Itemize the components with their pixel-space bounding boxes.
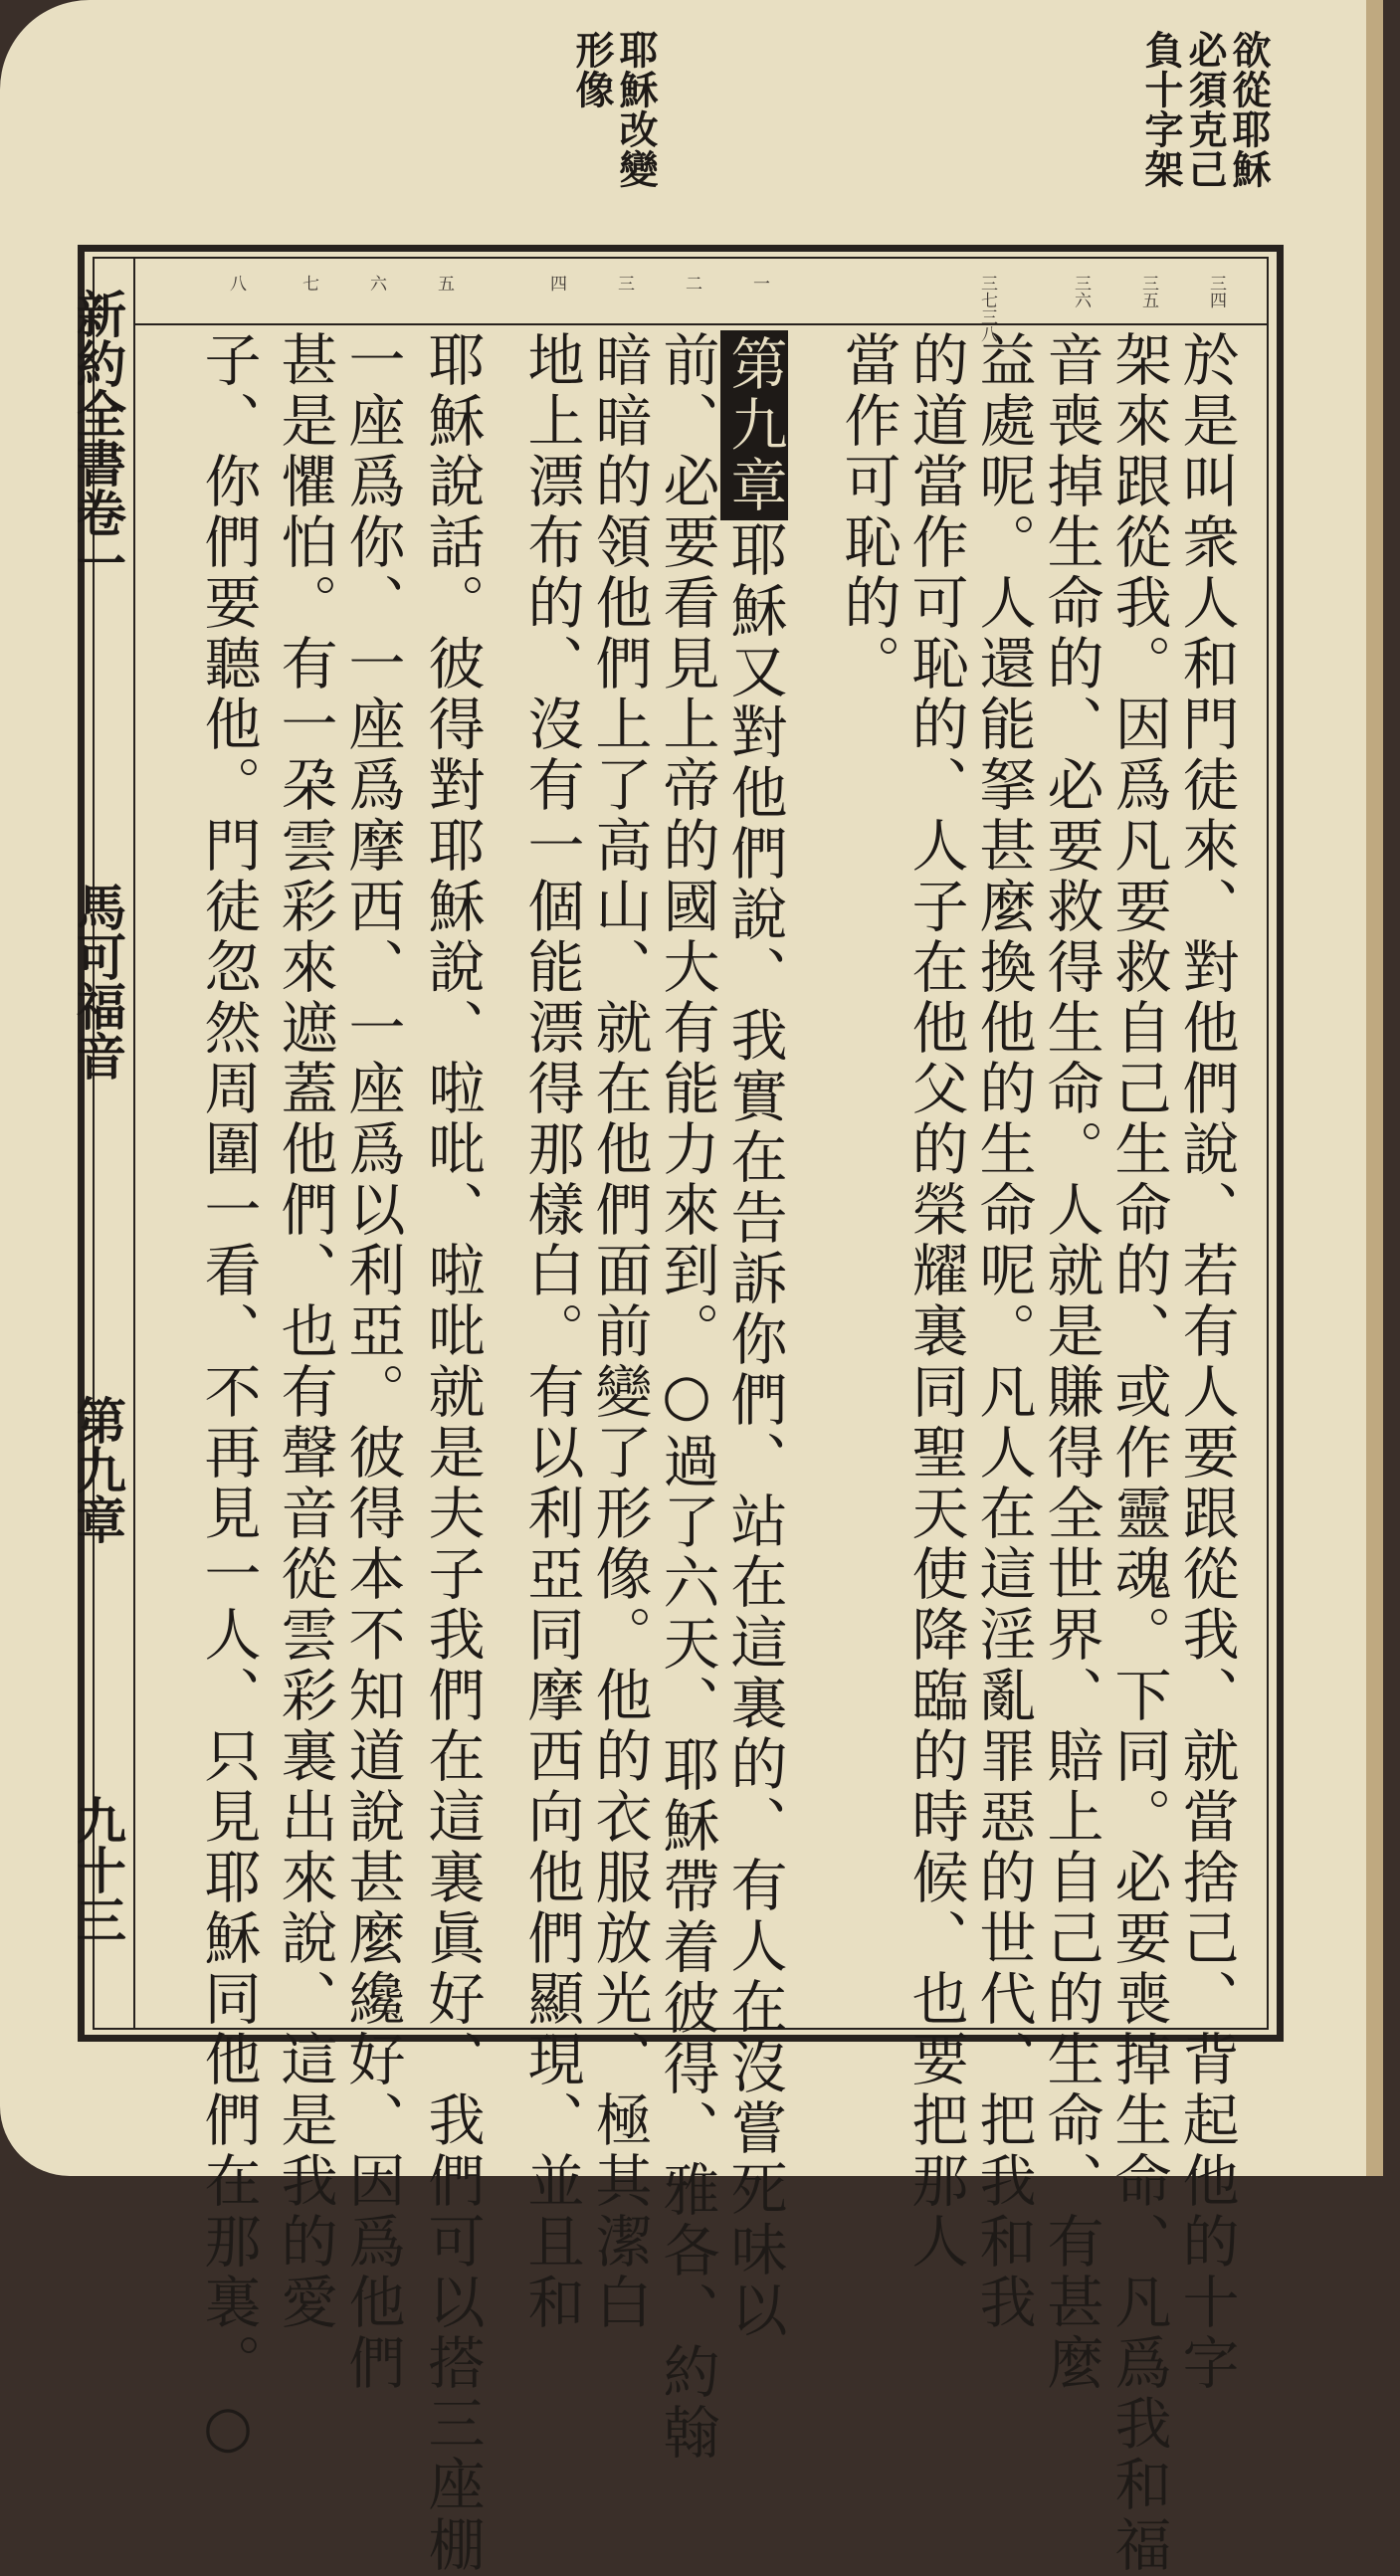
text-column: 前、必要看見上帝的國大有能力來到。○過了六天、耶穌帶着彼得、雅各、約翰 — [654, 330, 719, 2464]
gospel-name: 馬可福音 — [69, 882, 127, 1081]
top-heading-2: 必須克己 — [1182, 30, 1228, 189]
text-column: 耶穌說話。彼得對耶穌說、啦吡、啦吡就是夫子我們在這裏眞好、我們可以搭三座棚 — [419, 330, 485, 2576]
text-column: 於是叫衆人和門徒來、對他們說、若有人要跟從我、就當捨己、背起他的十字 — [1173, 330, 1239, 2394]
top-heading-1: 欲從耶穌 — [1226, 30, 1272, 189]
verse-number-rule — [135, 323, 1268, 325]
text-column: 音喪掉生命的、必要救得生命。人就是賺得全世界、賠上自己的生命、有甚麼 — [1038, 330, 1103, 2394]
verse-number: 三六 — [1071, 275, 1091, 308]
verse-number: 六 — [366, 275, 386, 292]
verse-number: 八 — [226, 275, 246, 292]
verse-number: 三 — [614, 275, 634, 292]
text-column-chapter-start — [720, 330, 788, 2341]
verse-number: 五 — [434, 275, 454, 292]
top-heading-5: 形像 — [569, 30, 615, 109]
chapter-heading: 第九章 — [720, 330, 788, 520]
page-number: 九十三 — [69, 1795, 127, 1944]
verse-number: 一 — [749, 275, 769, 292]
running-head-rule — [133, 257, 135, 2030]
top-heading-4: 耶穌改變 — [613, 30, 659, 189]
verse-number: 三四 — [1206, 275, 1226, 308]
text-column: 架來跟從我。因爲凡要救自己生命的、或作靈魂。下同。必要喪掉生命、凡爲我和福 — [1105, 330, 1171, 2576]
verse-number: 三五 — [1138, 275, 1158, 308]
text-column: 的道當作可恥的、人子在他父的榮耀裏同聖天使降臨的時候、也要把那人 — [902, 330, 968, 2273]
verse-number: 四 — [546, 275, 566, 292]
chapter-label: 第九章 — [69, 1395, 127, 1544]
text-column: 甚是懼怕。有一朶雲彩來遮蓋他們、也有聲音從雲彩裏出來說、這是我的愛 — [272, 330, 337, 2333]
top-heading-3: 負十字架 — [1138, 30, 1184, 189]
running-head — [69, 289, 133, 2020]
text-column: 一座爲你、一座爲摩西、一座爲以利亞。彼得本不知道說甚麼纔好、因爲他們 — [339, 330, 405, 2394]
verse-number: 七 — [299, 275, 318, 292]
text-column: 子、你們要聽他。門徒忽然周圍一看、不再見一人、只見耶穌同他們在那裏。○ — [195, 330, 261, 2464]
page-edge — [1366, 0, 1383, 2176]
text-column: 益處呢。人還能拏甚麼換他的生命呢。凡人在這淫亂罪惡的世代、把我和我 — [970, 330, 1036, 2333]
text-column: 地上漂布的、沒有一個能漂得那樣白。有以利亞同摩西向他們顯現、並且和 — [518, 330, 584, 2333]
text-column: 當作可恥的。 — [835, 330, 900, 694]
book-title: 新約全書卷一 — [69, 289, 127, 587]
verse-number: 二 — [682, 275, 701, 292]
text-column-body: 耶穌又對他們說、我實在告訴你們、站在這裏的、有人在沒嘗死味以 — [721, 520, 787, 2341]
text-column: 暗暗的領他們上了高山、就在他們面前變了形像。他的衣服放光、極其潔白 — [586, 330, 652, 2333]
verse-number: 三七三八 — [977, 275, 997, 342]
